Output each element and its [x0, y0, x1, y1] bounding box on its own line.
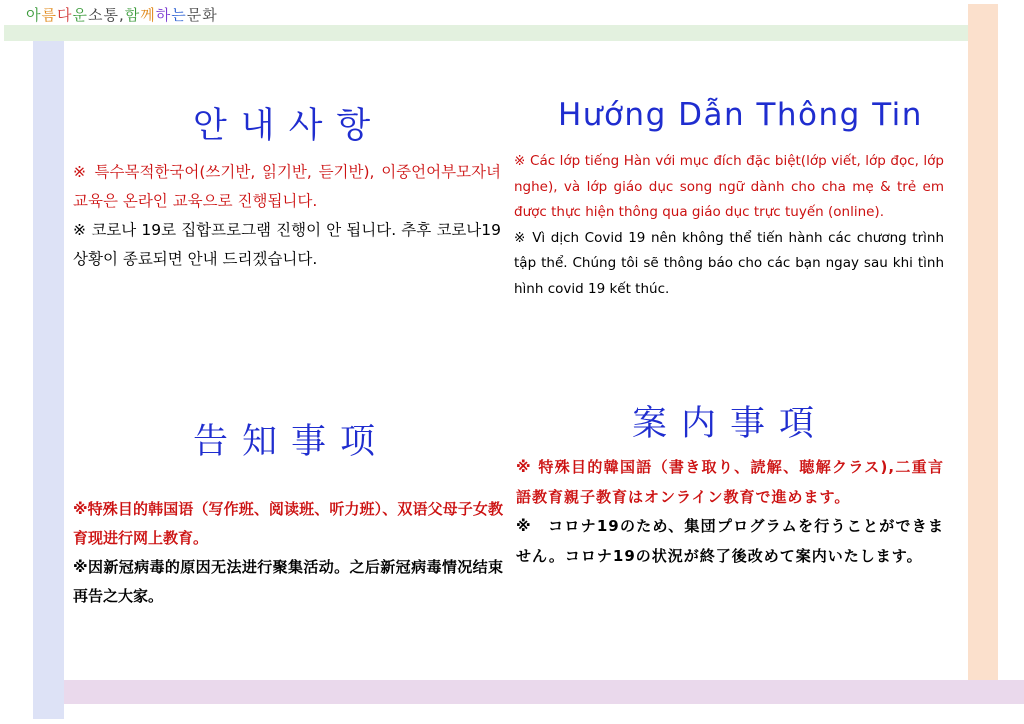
chinese-notice-covid: ※因新冠病毒的原因无法进行聚集活动。之后新冠病毒情况结束再告之大家。: [73, 558, 503, 605]
brand-char: 아: [26, 6, 42, 24]
vietnamese-notice-title: Hướng Dẫn Thông Tin: [558, 97, 923, 133]
brand-char: 다: [57, 6, 73, 24]
korean-notice-covid: ※ 코로나 19로 집합프로그램 진행이 안 됩니다. 추후 코로나19 상황이 종료되면 안내 드리겠습니다.: [73, 221, 501, 268]
brand-char: 운: [72, 6, 88, 24]
top-color-bar: [4, 25, 968, 41]
vietnamese-notice-online: ※ Các lớp tiếng Hàn với mục đích đặc biệt(lớp viết, lớp đọc, lớp nghe), và lớp giáo dục song ngữ dành cho cha mẹ & trẻ em được thực hiện thông qua giáo dục trực tuyến (online).: [514, 153, 944, 220]
vietnamese-notice-body: [514, 149, 944, 302]
left-color-bar: [33, 41, 64, 719]
brand-char: 께: [140, 6, 156, 24]
chinese-notice-body: [73, 495, 503, 611]
japanese-notice-covid: ※ コロナ19のため、集団プログラムを行うことができません。コロナ19の状況が終了後改めて案内いたします。: [516, 517, 944, 565]
japanese-notice-online: ※ 特殊目的韓国語（書き取り、読解、聴解クラス),二重言語教育親子教育はオンライン教育で進めます。: [516, 458, 944, 506]
brand-char: 함: [124, 6, 141, 24]
japanese-notice-body: [516, 453, 944, 571]
brand-char: 소통,: [88, 6, 125, 24]
korean-notice-online: ※ 특수목적한국어(쓰기반, 읽기반, 듣기반), 이중언어부모자녀교육은 온라인 교육으로 진행됩니다.: [73, 163, 501, 210]
brand-char: 는: [171, 6, 187, 24]
brand-slogan: [26, 4, 218, 25]
korean-notice-title: 안내사항: [193, 106, 385, 146]
chinese-notice-online: ※特殊目的韩国语（写作班、阅读班、听力班）、双语父母子女教育现进行网上教育。: [73, 500, 503, 547]
bottom-color-bar: [64, 680, 1024, 704]
brand-char: 름: [41, 6, 57, 24]
korean-notice-body: [73, 158, 501, 274]
right-color-bar: [968, 4, 998, 680]
japanese-notice-title: 案内事項: [632, 404, 829, 444]
chinese-notice-title: 告知事项: [193, 422, 390, 462]
brand-char: 하: [155, 6, 172, 24]
vietnamese-notice-covid: ※ Vì dịch Covid 19 nên không thể tiến hành các chương trình tập thể. Chúng tôi sẽ thông báo cho các bạn ngay sau khi tình hình covid 19 kết thúc.: [514, 229, 944, 297]
brand-char: 문화: [186, 6, 218, 24]
